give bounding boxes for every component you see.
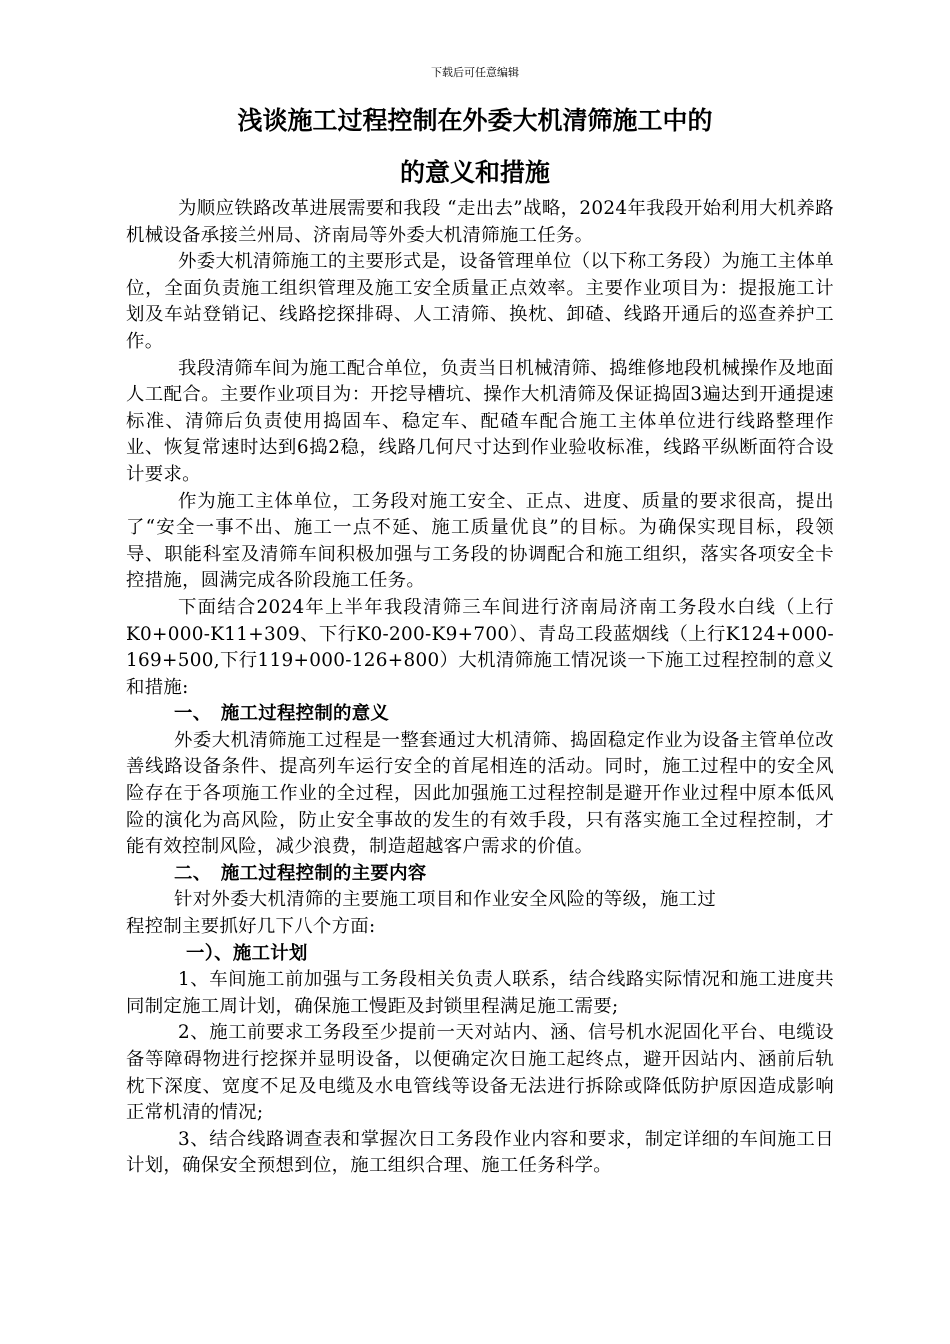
section-heading-2: 二、 施工过程控制的主要内容: [174, 862, 427, 884]
document-title-line-1: 浅谈施工过程控制在外委大机清筛施工中的: [237, 106, 713, 135]
paragraph-7: 针对外委大机清筛的主要施工项目和作业安全风险的等级，施工过: [174, 889, 717, 911]
paragraph-11: 3、结合线路调查表和掌握次日工务段作业内容和要求，制定详细的车间施工日计划，确保安全预想到位，施工组织合理、施工任务科学。: [126, 1128, 834, 1177]
paragraph-6: 外委大机清筛施工过程是一整套通过大机清筛、捣固稳定作业为设备主管单位改善线路设备条件、提高列车运行安全的首尾相连的活动。同时，施工过程中的安全风险存在于各项施工作业的全过程，因此加强施工过程控制是避开作业过程中原本低风险的演化为高风险，防止安全事故的发生的有效手段，只有落实施工全过程控制，才能有效控制风险，减少浪费，制造超越客户需求的价值。: [126, 729, 834, 858]
paragraph-5: 下面结合2024年上半年我段清筛三车间进行济南局济南工务段水白线（上行K0+000-K11+309、下行K0-200-K9+700）、青岛工段蓝烟线（上行K124+000-169+500,下行119+000-126+800）大机清筛施工情况谈一下施工过程控制的意义和措施:: [126, 596, 834, 698]
paragraph-10: 2、施工前要求工务段至少提前一天对站内、涵、信号机水泥固化平台、电缆设备等障碍物进行挖探并显明设备，以便确定次日施工起终点，避开因站内、涵前后轨枕下深度、宽度不足及电缆及水电管线等设备无法进行拆除或降低防护原因造成影响正常机清的情况;: [126, 1022, 834, 1124]
paragraph-4: 作为施工主体单位，工务段对施工安全、正点、进度、质量的要求很高，提出了“安全一事不出、施工一点不延、施工质量优良”的目标。为确保实现目标，段领导、职能科室及清筛车间积极加强与工务段的协调配合和施工组织，落实各项安全卡控措施，圆满完成各阶段施工任务。: [126, 490, 834, 592]
document-body: [126, 196, 834, 1180]
paragraph-9: 1、车间施工前加强与工务段相关负责人联系，结合线路实际情况和施工进度共同制定施工周计划，确保施工慢距及封锁里程满足施工需要;: [126, 969, 834, 1017]
paragraph-2: 外委大机清筛施工的主要形式是，设备管理单位（以下称工务段）为施工主体单位，全面负责施工组织管理及施工安全质量正点效率。主要作业项目为：提报施工计划及车站登销记、线路挖探排碍、人工清筛、换枕、卸碴、线路开通后的巡查养护工作。: [126, 251, 834, 352]
paragraph-1: 为顺应铁路改革进展需要和我段 “走出去”战略，2024年我段开始利用大机养路机械设备承接兰州局、济南局等外委大机清筛施工任务。: [126, 198, 834, 246]
section-heading-1: 一、 施工过程控制的意义: [174, 703, 390, 725]
paragraph-8: 程控制主要抓好几下八个方面:: [126, 916, 376, 938]
document-title-line-2: 的意义和措施: [399, 158, 550, 187]
page-header-note: 下载后可任意编辑: [431, 66, 519, 79]
subsection-heading-1: 一）、施工计划: [186, 942, 308, 964]
paragraph-3: 我段清筛车间为施工配合单位，负责当日机械清筛、捣维修地段机械操作及地面人工配合。主要作业项目为：开挖导槽坑、操作大机清筛及保证捣固3遍达到开通提速标准、清筛后负责使用捣固车、稳定车、配碴车配合施工主体单位进行线路整理作业、恢复常速时达到6捣2稳，线路几何尺寸达到作业验收标准，线路平纵断面符合设计要求。: [126, 357, 834, 485]
